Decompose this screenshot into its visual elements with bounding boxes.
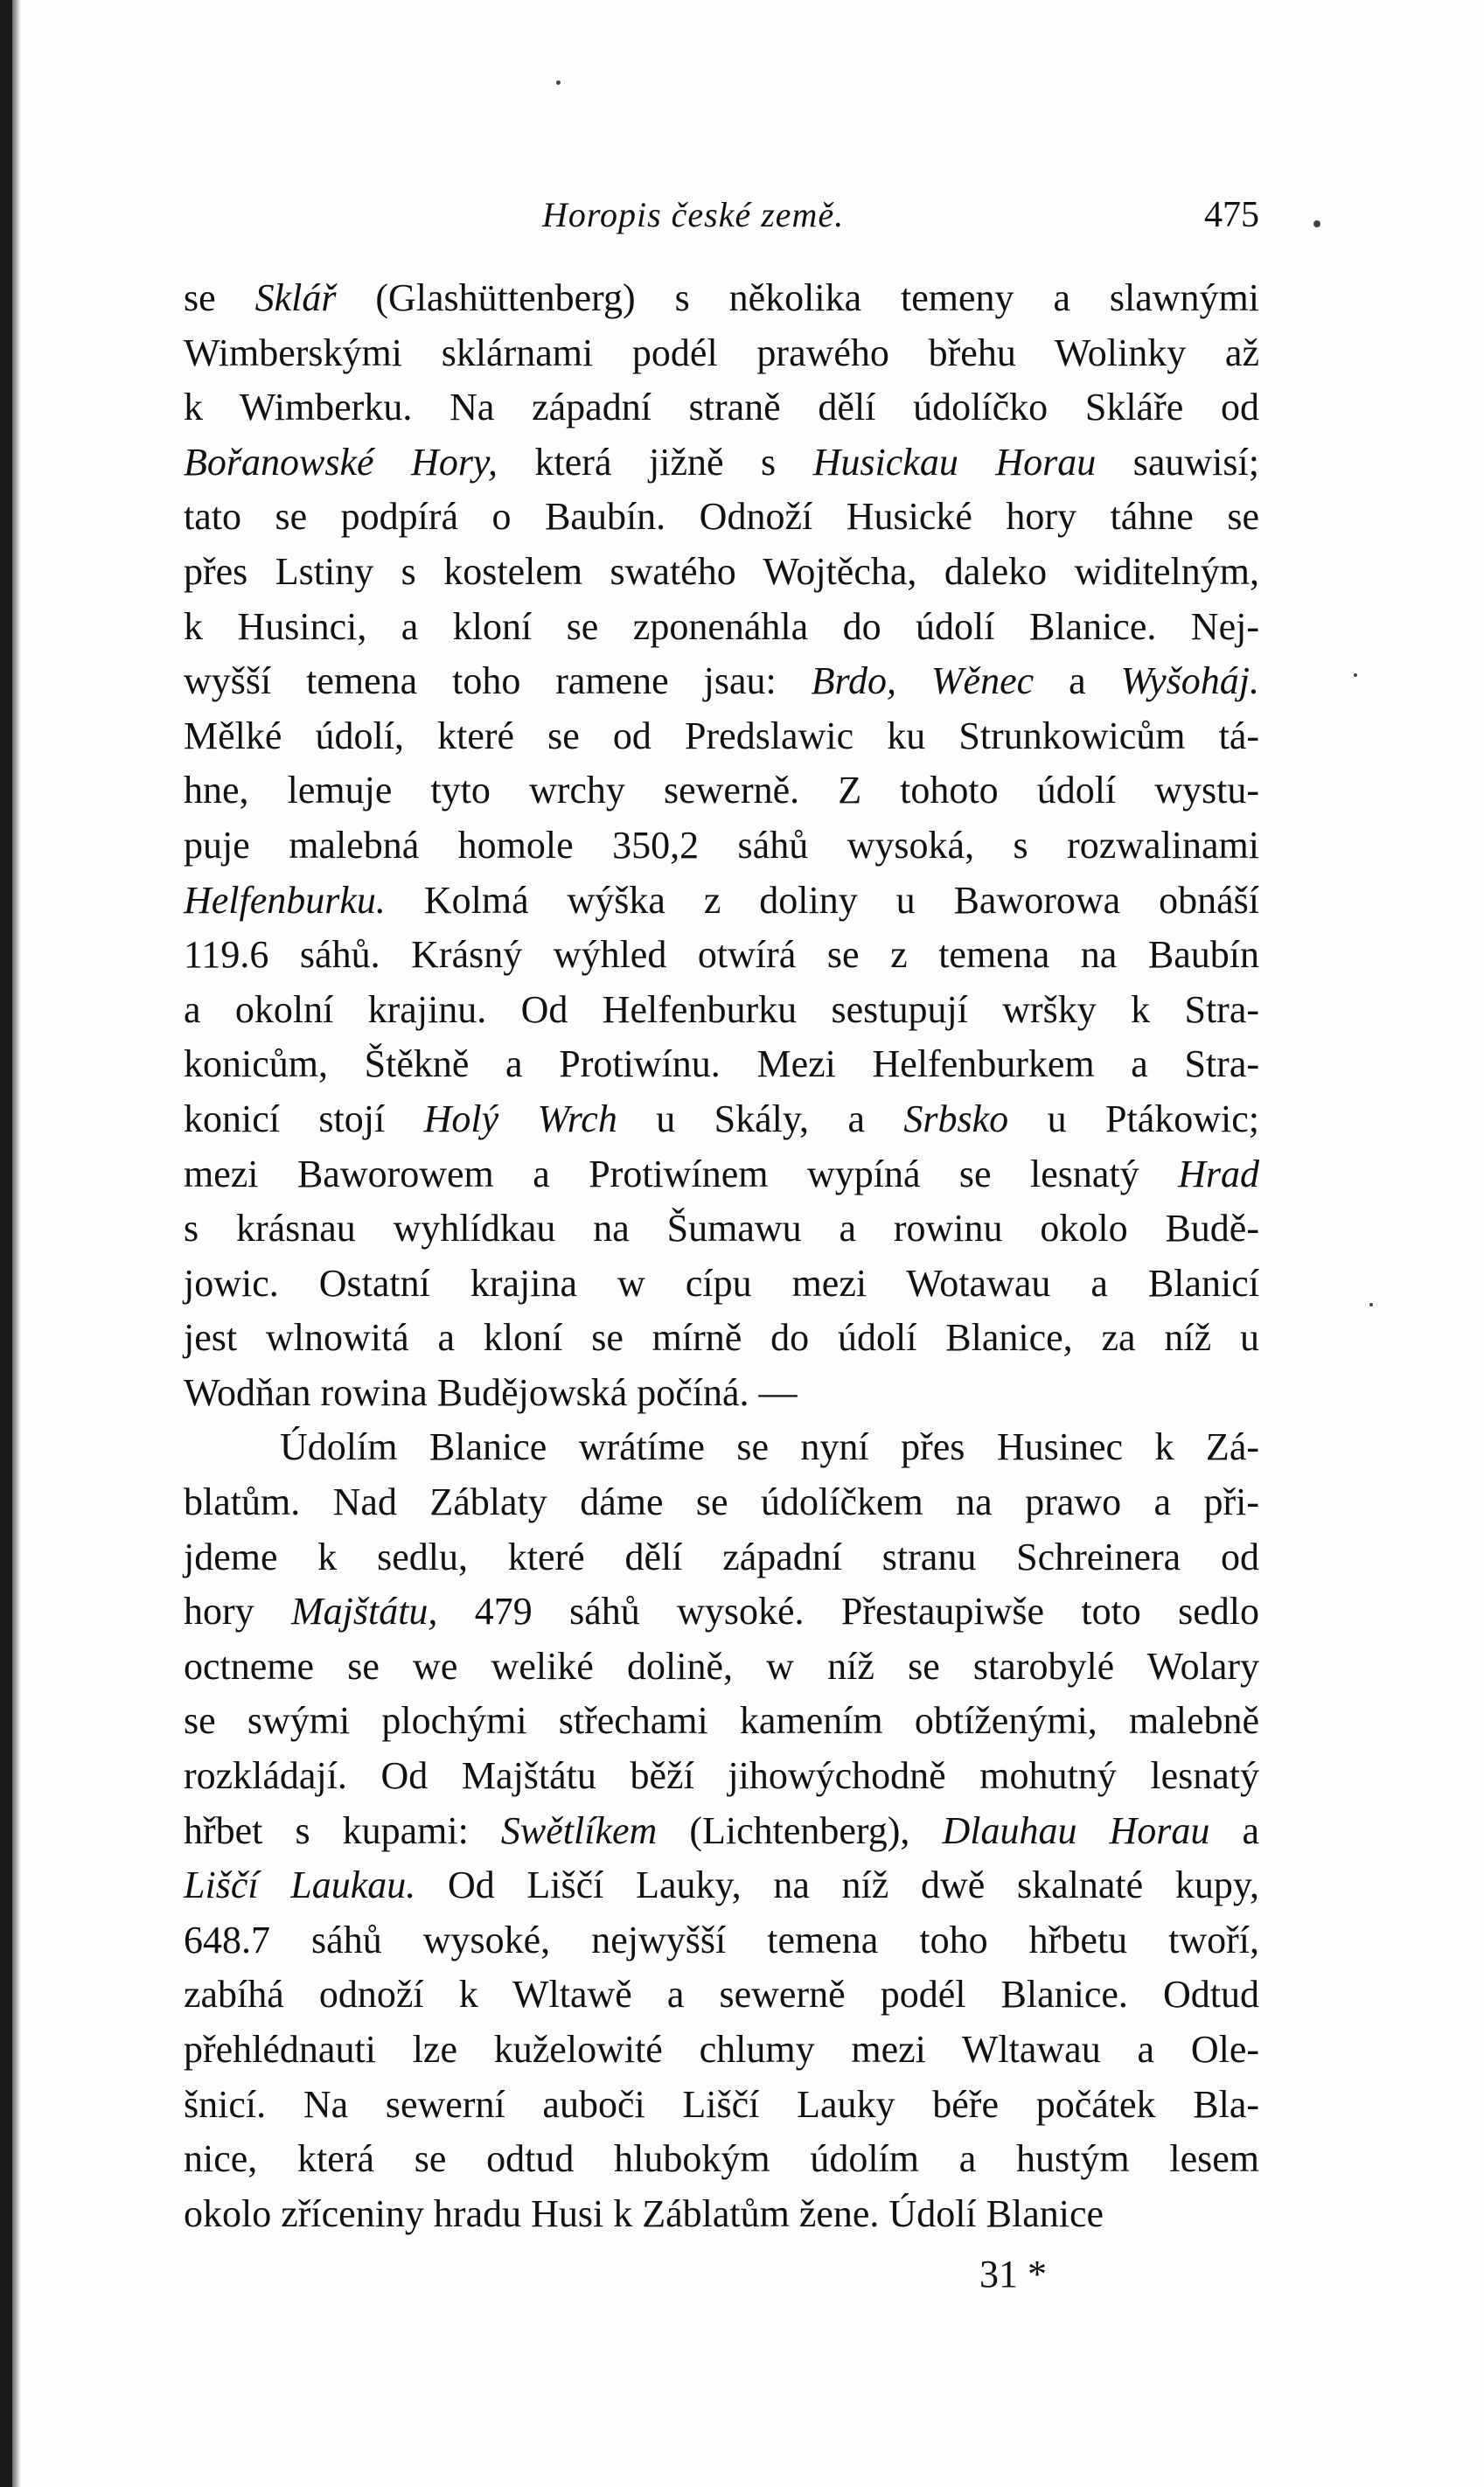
text-run: hory [184,1590,291,1634]
text-line [184,2023,1259,2078]
text-run: jest wlnowitá a kloní se mírně do údolí Blanice, za níž u [184,1316,1259,1360]
text-run: tato se podpírá o Baubín. Odnoží Husické hory táhne se [184,495,1259,539]
italic-run: Wyšoháj. [1120,659,1260,703]
signature-mark: 31 * [979,2253,1047,2295]
italic-run: Srbsko [903,1097,1009,1140]
text-run: Mělké údolí, které se od Predslawic ku Strunkowicům tá- [184,714,1259,757]
italic-run: Liščí Laukau. [184,1864,416,1907]
text-line [184,545,1259,600]
text-run: sauwisí; [1096,440,1259,484]
print-speck [556,80,561,85]
text-run: puje malebná homole 350,2 sáhů wysoká, s rozwalinami [184,823,1259,867]
text-run: konicí stojí [184,1097,424,1140]
text-line [184,1420,1259,1475]
text-line [184,2187,1259,2242]
text-run: (Lichtenberg), [657,1808,943,1852]
text-run: u Skály, a [617,1097,904,1140]
text-line [184,435,1259,491]
italic-run: Hrad [1178,1152,1259,1195]
text-run: Údolím Blanice wrátíme se nyní přes Husinec k Zá- [280,1425,1259,1469]
italic-run: Brdo, Wěnec [811,659,1035,703]
running-head: Horopis české země. [542,195,845,234]
italic-run: Helfenburku. [184,878,386,922]
text-run: se swými plochými střechami kamením obtíženými, malebně [184,1699,1259,1743]
text-line [184,490,1259,545]
italic-run: Sklář [254,276,337,319]
text-line [184,600,1259,655]
text-run: hne, lemuje tyto wrchy sewerně. Z tohoto údolí wystu- [184,769,1259,812]
text-run: blatům. Nad Záblaty dáme se údolíčkem na prawo a při- [184,1480,1259,1524]
text-run: a [1209,1808,1260,1852]
text-run: okolo zříceniny hradu Husi k Záblatům žene. Údolí Blanice [184,2191,1104,2235]
text-run: s krásnau wyhlídkau na Šumawu a rowinu okolo Budě- [184,1207,1259,1250]
italic-run: Majštátu, [290,1590,438,1634]
text-line [184,1530,1259,1585]
text-run: u Ptákowic; [1008,1097,1260,1140]
text-run: 119.6 sáhů. Krásný wýhled otwírá se z temena na Baubín [184,933,1259,977]
text-run: octneme se we weliké dolině, w níž se starobylé Wolary [184,1644,1259,1688]
text-run: Wodňan rowina Budějowská počíná. — [184,1370,798,1414]
text-run: jowic. Ostatní krajina w cípu mezi Wotawau a Blanicí [184,1261,1259,1305]
text-line [184,1585,1259,1640]
text-line [184,1257,1259,1312]
text-line [184,380,1259,435]
spine-shadow [12,0,21,2487]
book-spine-edge [0,0,12,2487]
text-run: k Wimberku. Na západní straně dělí údolíčko Skláře od [184,386,1259,429]
text-line [184,2078,1259,2133]
text-line [184,1804,1259,1859]
text-line [184,874,1259,929]
italic-run: Swětlíkem [500,1808,658,1852]
italic-run: Dlauhau Horau [942,1808,1210,1852]
text-run: nice, která se odtud hlubokým údolím a hustým lesem [184,2137,1259,2181]
text-run: wyšší temena toho ramene jsau: [184,659,812,703]
text-run: zabíhá odnoží k Wltawě a sewerně podél Blanice. Odtud [184,1973,1259,2017]
body-text [184,271,1259,2241]
text-run: Od Liščí Lauky, na níž dwě skalnaté kupy, [415,1864,1259,1907]
paragraph [184,1420,1259,2241]
text-line [184,1913,1259,1968]
page-number: 475 [1204,195,1259,235]
text-run: a [1034,659,1121,703]
text-run: přes Lstiny s kostelem swatého Wojtěcha, daleko widitelným, [184,549,1259,593]
text-run: Wimberskými sklárnami podél prawého břehu Wolinky až [184,331,1259,374]
text-run: mezi Baworowem a Protiwínem wypíná se lesnatý [184,1152,1179,1195]
text-line [184,1311,1259,1366]
text-line [184,1640,1259,1695]
page-header [184,194,1259,247]
text-line [184,763,1259,819]
text-run: (Glashüttenberg) s několika temeny a slawnými [336,276,1259,319]
text-line [184,1147,1259,1202]
print-speck [1313,220,1320,227]
text-line [184,928,1259,983]
text-line [184,983,1259,1038]
text-line [184,1202,1259,1257]
text-line [184,1092,1259,1147]
text-line [184,1968,1259,2023]
text-run: šnicí. Na sewerní auboči Liščí Lauky béře počátek Bla- [184,2082,1259,2126]
text-line [184,819,1259,874]
text-line [184,1366,1259,1421]
text-line [184,1858,1259,1913]
text-line [184,1475,1259,1530]
italic-run: Bořanowské Hory, [184,440,498,484]
text-run: k Husinci, a kloní se zponenáhla do údolí Blanice. Nej- [184,604,1259,648]
italic-run: Husickau Horau [812,440,1097,484]
print-speck [1354,673,1357,677]
text-line [184,2132,1259,2187]
text-line [184,271,1259,326]
text-line [184,709,1259,764]
paragraph [184,271,1259,1420]
italic-run: Holý Wrch [423,1097,617,1140]
text-run: jdeme k sedlu, které dělí západní stranu Schreinera od [184,1535,1259,1578]
text-run: 479 sáhů wysoké. Přestaupiwše toto sedlo [437,1590,1259,1634]
text-run: rozkládají. Od Majštátu běží jihowýchodně mohutný lesnatý [184,1754,1259,1798]
text-line [184,1749,1259,1804]
text-run: konicům, Štěkně a Protiwínu. Mezi Helfenburkem a Stra- [184,1042,1259,1086]
text-line [184,326,1259,381]
print-speck [1369,1303,1373,1306]
text-line [184,1694,1259,1749]
text-run: se [184,276,255,319]
text-run: Kolmá wýška z doliny u Baworowa obnáší [385,878,1259,922]
text-run: hřbet s kupami: [184,1808,501,1852]
text-run: přehlédnauti lze kuželowité chlumy mezi Wltawau a Ole- [184,2028,1259,2071]
text-line [184,1037,1259,1092]
text-run: která jižně s [498,440,813,484]
text-line [184,654,1259,709]
text-run: a okolní krajinu. Od Helfenburku sestupují wršky k Stra- [184,987,1259,1031]
text-run: 648.7 sáhů wysoké, nejwyšší temena toho hřbetu twoří, [184,1918,1259,1961]
